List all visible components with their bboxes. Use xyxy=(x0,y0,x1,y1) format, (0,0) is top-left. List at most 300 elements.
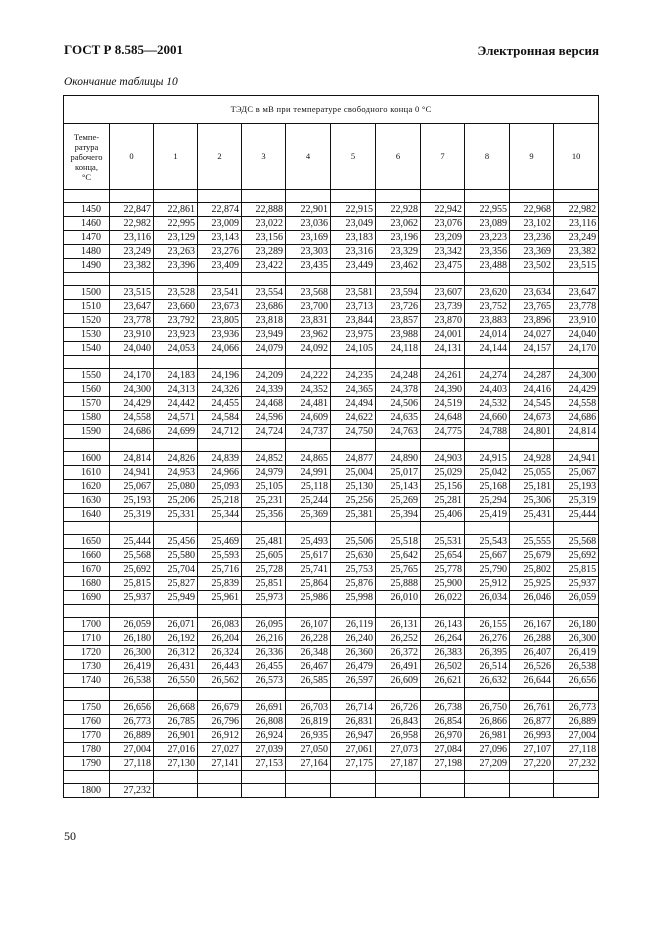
empty-cell xyxy=(421,522,465,535)
emf-value-cell: 26,107 xyxy=(286,618,331,632)
emf-value-cell: 22,942 xyxy=(421,203,465,217)
emf-value-cell: 25,394 xyxy=(376,508,421,522)
emf-value-cell: 26,668 xyxy=(154,701,198,715)
empty-cell xyxy=(376,605,421,618)
empty-cell xyxy=(376,522,421,535)
emf-value-cell: 23,409 xyxy=(198,259,242,273)
emf-value-cell: 24,040 xyxy=(110,342,154,356)
table-row xyxy=(64,300,599,314)
empty-cell xyxy=(154,605,198,618)
emf-value-cell: 25,642 xyxy=(376,549,421,563)
group-separator-row xyxy=(64,522,599,535)
emf-value-cell: 25,143 xyxy=(376,480,421,494)
emf-value-cell: 24,416 xyxy=(510,383,554,397)
table-row xyxy=(64,660,599,674)
emf-value-cell: 27,039 xyxy=(242,743,286,757)
emf-value-cell: 23,594 xyxy=(376,286,421,300)
emf-value-cell: 25,912 xyxy=(465,577,510,591)
emf-value-cell: 26,738 xyxy=(421,701,465,715)
empty-cell xyxy=(331,522,376,535)
emf-value-cell: 26,585 xyxy=(286,674,331,688)
emf-value-cell: 24,532 xyxy=(465,397,510,411)
emf-value-cell: 26,046 xyxy=(510,591,554,605)
emf-value-cell: 24,040 xyxy=(554,328,599,342)
table-row xyxy=(64,494,599,508)
emf-value-cell: 25,876 xyxy=(331,577,376,591)
emf-value-cell: 23,896 xyxy=(510,314,554,328)
temperature-cell: 1780 xyxy=(64,743,110,757)
empty-cell xyxy=(286,605,331,618)
group-separator-row xyxy=(64,605,599,618)
emf-value-cell: 26,935 xyxy=(286,729,331,743)
emf-value-cell: 25,469 xyxy=(198,535,242,549)
emf-value-cell: 24,183 xyxy=(154,369,198,383)
emf-value-cell: 25,728 xyxy=(242,563,286,577)
emf-value-cell: 25,281 xyxy=(421,494,465,508)
emf-value-cell: 23,356 xyxy=(465,245,510,259)
emf-value-cell: 23,076 xyxy=(421,217,465,231)
empty-cell xyxy=(64,771,110,784)
emf-value-cell: 24,170 xyxy=(110,369,154,383)
emf-value-cell: 25,531 xyxy=(421,535,465,549)
emf-value-cell: 25,431 xyxy=(510,508,554,522)
table-row xyxy=(64,259,599,273)
emf-value-cell: 23,156 xyxy=(242,231,286,245)
emf-value-cell: 24,991 xyxy=(286,466,331,480)
table-row xyxy=(64,674,599,688)
emf-value-cell xyxy=(286,784,331,798)
emf-value-cell: 22,915 xyxy=(331,203,376,217)
empty-cell xyxy=(198,190,242,203)
table-row xyxy=(64,342,599,356)
emf-value-cell: 24,839 xyxy=(198,452,242,466)
table-row xyxy=(64,535,599,549)
emf-value-cell: 27,209 xyxy=(465,757,510,771)
empty-cell xyxy=(286,522,331,535)
emf-value-cell: 23,169 xyxy=(286,231,331,245)
empty-cell xyxy=(376,771,421,784)
emf-value-cell: 23,062 xyxy=(376,217,421,231)
emf-value-cell: 23,329 xyxy=(376,245,421,259)
emf-value-cell: 26,252 xyxy=(376,632,421,646)
emf-value-cell: 24,506 xyxy=(376,397,421,411)
table-row xyxy=(64,369,599,383)
table-row xyxy=(64,549,599,563)
empty-cell xyxy=(465,439,510,452)
emf-value-cell: 25,654 xyxy=(421,549,465,563)
emf-value-cell: 26,656 xyxy=(554,674,599,688)
temperature-cell: 1650 xyxy=(64,535,110,549)
emf-value-cell: 26,407 xyxy=(510,646,554,660)
emf-value-cell: 23,303 xyxy=(286,245,331,259)
emf-value-cell: 24,558 xyxy=(110,411,154,425)
emf-value-cell: 25,741 xyxy=(286,563,331,577)
emf-value-cell: 25,231 xyxy=(242,494,286,508)
emf-value-cell: 23,805 xyxy=(198,314,242,328)
table-row xyxy=(64,563,599,577)
temperature-cell: 1580 xyxy=(64,411,110,425)
group-separator-row xyxy=(64,688,599,701)
temperature-cell: 1460 xyxy=(64,217,110,231)
temperature-cell: 1590 xyxy=(64,425,110,439)
emf-value-cell: 25,937 xyxy=(554,577,599,591)
temperature-cell: 1620 xyxy=(64,480,110,494)
table-row xyxy=(64,466,599,480)
table-row xyxy=(64,508,599,522)
emf-value-cell: 25,667 xyxy=(465,549,510,563)
emf-value-cell: 26,479 xyxy=(331,660,376,674)
column-header: 5 xyxy=(331,124,376,190)
emf-value-cell: 26,336 xyxy=(242,646,286,660)
emf-value-cell: 23,089 xyxy=(465,217,510,231)
emf-value-cell: 24,737 xyxy=(286,425,331,439)
emf-value-cell: 26,550 xyxy=(154,674,198,688)
emf-value-cell: 25,080 xyxy=(154,480,198,494)
emf-value-cell: 22,982 xyxy=(554,203,599,217)
empty-cell xyxy=(331,190,376,203)
empty-cell xyxy=(242,273,286,286)
group-separator-row xyxy=(64,273,599,286)
emf-value-cell: 27,061 xyxy=(331,743,376,757)
table-row xyxy=(64,231,599,245)
emf-value-cell: 24,609 xyxy=(286,411,331,425)
empty-cell xyxy=(242,688,286,701)
emf-value-cell: 27,050 xyxy=(286,743,331,757)
emf-value-cell: 25,406 xyxy=(421,508,465,522)
emf-value-cell: 23,209 xyxy=(421,231,465,245)
empty-cell xyxy=(64,273,110,286)
emf-value-cell: 26,785 xyxy=(154,715,198,729)
empty-cell xyxy=(110,273,154,286)
edition-label: Электронная версия xyxy=(477,43,599,58)
empty-cell xyxy=(421,190,465,203)
emf-value-cell: 24,928 xyxy=(510,452,554,466)
emf-value-cell: 23,036 xyxy=(286,217,331,231)
column-header: 10 xyxy=(554,124,599,190)
emf-value-cell: 27,198 xyxy=(421,757,465,771)
empty-cell xyxy=(421,356,465,369)
emf-value-cell: 26,383 xyxy=(421,646,465,660)
emf-value-cell: 25,017 xyxy=(376,466,421,480)
temperature-cell: 1800 xyxy=(64,784,110,798)
emf-value-cell: 26,240 xyxy=(331,632,376,646)
empty-cell xyxy=(421,273,465,286)
emf-value-cell: 25,319 xyxy=(554,494,599,508)
emf-value-cell: 25,986 xyxy=(286,591,331,605)
empty-cell xyxy=(198,356,242,369)
emf-value-cell: 25,444 xyxy=(554,508,599,522)
emf-value-cell: 25,704 xyxy=(154,563,198,577)
emf-value-cell: 24,131 xyxy=(421,342,465,356)
emf-value-cell: 22,928 xyxy=(376,203,421,217)
empty-cell xyxy=(554,522,599,535)
emf-value-cell: 23,818 xyxy=(242,314,286,328)
emf-value-cell: 26,514 xyxy=(465,660,510,674)
table-row xyxy=(64,632,599,646)
emf-value-cell: 27,118 xyxy=(110,757,154,771)
table-row xyxy=(64,425,599,439)
emf-value-cell: 25,864 xyxy=(286,577,331,591)
empty-cell xyxy=(110,439,154,452)
emf-value-cell: 24,209 xyxy=(242,369,286,383)
emf-value-cell: 23,673 xyxy=(198,300,242,314)
emf-value-cell xyxy=(154,784,198,798)
emf-value-cell: 27,073 xyxy=(376,743,421,757)
table-row xyxy=(64,646,599,660)
emf-value-cell: 27,232 xyxy=(554,757,599,771)
emf-value-cell: 26,714 xyxy=(331,701,376,715)
emf-value-cell: 26,970 xyxy=(421,729,465,743)
empty-cell xyxy=(154,356,198,369)
emf-value-cell: 24,274 xyxy=(465,369,510,383)
emf-value-cell: 23,568 xyxy=(286,286,331,300)
emf-value-cell: 24,801 xyxy=(510,425,554,439)
emf-value-cell: 26,131 xyxy=(376,618,421,632)
emf-value-cell: 25,294 xyxy=(465,494,510,508)
emf-value-cell: 25,568 xyxy=(554,535,599,549)
emf-value-cell: 25,900 xyxy=(421,577,465,591)
emf-value-cell: 26,419 xyxy=(110,660,154,674)
emf-value-cell: 26,167 xyxy=(510,618,554,632)
emf-value-cell: 25,692 xyxy=(110,563,154,577)
emf-value-cell: 25,493 xyxy=(286,535,331,549)
emf-value-cell: 27,096 xyxy=(465,743,510,757)
table-row xyxy=(64,715,599,729)
empty-cell xyxy=(465,688,510,701)
emf-value-cell: 25,765 xyxy=(376,563,421,577)
emf-value-cell: 24,352 xyxy=(286,383,331,397)
emf-value-cell: 24,105 xyxy=(331,342,376,356)
emf-value-cell: 23,196 xyxy=(376,231,421,245)
emf-value-cell: 25,949 xyxy=(154,591,198,605)
emf-value-cell: 26,083 xyxy=(198,618,242,632)
emf-value-cell xyxy=(510,784,554,798)
group-separator-row xyxy=(64,190,599,203)
empty-cell xyxy=(110,688,154,701)
emf-value-cell: 23,102 xyxy=(510,217,554,231)
emf-value-cell: 26,228 xyxy=(286,632,331,646)
emf-value-cell: 25,029 xyxy=(421,466,465,480)
emf-value-cell: 23,607 xyxy=(421,286,465,300)
emf-value-cell: 23,342 xyxy=(421,245,465,259)
emf-value-cell: 24,877 xyxy=(331,452,376,466)
emf-value-cell xyxy=(465,784,510,798)
empty-cell xyxy=(198,688,242,701)
emf-value-cell: 24,826 xyxy=(154,452,198,466)
emf-value-cell: 24,481 xyxy=(286,397,331,411)
emf-value-cell: 24,622 xyxy=(331,411,376,425)
emf-value-cell: 24,001 xyxy=(421,328,465,342)
empty-cell xyxy=(465,356,510,369)
empty-cell xyxy=(421,688,465,701)
emf-value-cell: 25,961 xyxy=(198,591,242,605)
emf-value-cell: 23,923 xyxy=(154,328,198,342)
emf-value-cell: 26,562 xyxy=(198,674,242,688)
emf-value-cell: 26,071 xyxy=(154,618,198,632)
emf-value-cell: 22,982 xyxy=(110,217,154,231)
emf-value-cell: 23,435 xyxy=(286,259,331,273)
emf-value-cell: 26,831 xyxy=(331,715,376,729)
emf-value-cell: 26,192 xyxy=(154,632,198,646)
emf-value-cell xyxy=(421,784,465,798)
empty-cell xyxy=(64,356,110,369)
emf-value-cell: 22,968 xyxy=(510,203,554,217)
empty-cell xyxy=(198,273,242,286)
empty-cell xyxy=(64,605,110,618)
emf-value-cell: 24,635 xyxy=(376,411,421,425)
emf-value-cell: 22,874 xyxy=(198,203,242,217)
empty-cell xyxy=(64,439,110,452)
emf-value-cell: 26,419 xyxy=(554,646,599,660)
emf-value-cell: 23,515 xyxy=(110,286,154,300)
emf-value-cell: 25,168 xyxy=(465,480,510,494)
empty-cell xyxy=(286,439,331,452)
emf-value-cell: 25,004 xyxy=(331,466,376,480)
empty-cell xyxy=(110,356,154,369)
temperature-cell: 1710 xyxy=(64,632,110,646)
empty-cell xyxy=(465,771,510,784)
emf-value-cell: 25,827 xyxy=(154,577,198,591)
empty-cell xyxy=(286,688,331,701)
emf-value-cell: 23,263 xyxy=(154,245,198,259)
emf-value-cell: 24,468 xyxy=(242,397,286,411)
emf-value-cell: 24,079 xyxy=(242,342,286,356)
emf-value-cell: 25,481 xyxy=(242,535,286,549)
emf-value-cell: 23,382 xyxy=(110,259,154,273)
emf-value-cell xyxy=(242,784,286,798)
emf-value-cell: 26,395 xyxy=(465,646,510,660)
emf-value-cell: 26,010 xyxy=(376,591,421,605)
emf-value-cell: 24,442 xyxy=(154,397,198,411)
emf-value-cell: 26,491 xyxy=(376,660,421,674)
empty-cell xyxy=(376,688,421,701)
emf-value-cell: 22,861 xyxy=(154,203,198,217)
emf-value-cell: 24,429 xyxy=(554,383,599,397)
emf-value-cell: 22,995 xyxy=(154,217,198,231)
emf-value-cell: 26,843 xyxy=(376,715,421,729)
empty-cell xyxy=(154,439,198,452)
temperature-cell: 1490 xyxy=(64,259,110,273)
emf-value-cell: 24,313 xyxy=(154,383,198,397)
emf-value-cell: 23,183 xyxy=(331,231,376,245)
temperature-cell: 1530 xyxy=(64,328,110,342)
emf-value-cell: 23,910 xyxy=(110,328,154,342)
emf-value-cell: 26,947 xyxy=(331,729,376,743)
emf-value-cell: 24,865 xyxy=(286,452,331,466)
emf-value-cell: 23,116 xyxy=(554,217,599,231)
emf-value-cell: 25,580 xyxy=(154,549,198,563)
empty-cell xyxy=(331,273,376,286)
empty-cell xyxy=(242,771,286,784)
emf-value-cell: 26,095 xyxy=(242,618,286,632)
emf-value-cell: 25,067 xyxy=(110,480,154,494)
emf-value-cell: 26,750 xyxy=(465,701,510,715)
emf-value-cell: 26,597 xyxy=(331,674,376,688)
emf-value-cell: 23,883 xyxy=(465,314,510,328)
emf-value-cell: 23,778 xyxy=(554,300,599,314)
emf-value-cell: 26,180 xyxy=(110,632,154,646)
empty-cell xyxy=(110,190,154,203)
emf-value-cell: 26,180 xyxy=(554,618,599,632)
empty-cell xyxy=(64,522,110,535)
table-caption: Окончание таблицы 10 xyxy=(64,76,178,88)
column-header: 9 xyxy=(510,124,554,190)
emf-value-cell: 26,276 xyxy=(465,632,510,646)
emf-value-cell: 26,059 xyxy=(554,591,599,605)
emf-value-cell: 23,700 xyxy=(286,300,331,314)
emf-value-cell: 26,889 xyxy=(110,729,154,743)
column-header: 3 xyxy=(242,124,286,190)
empty-cell xyxy=(286,356,331,369)
empty-cell xyxy=(554,190,599,203)
emf-value-cell: 24,144 xyxy=(465,342,510,356)
temperature-cell: 1560 xyxy=(64,383,110,397)
emf-value-cell: 27,187 xyxy=(376,757,421,771)
emf-value-cell: 24,326 xyxy=(198,383,242,397)
temperature-cell: 1690 xyxy=(64,591,110,605)
emf-value-cell: 23,647 xyxy=(554,286,599,300)
emf-value-cell: 25,118 xyxy=(286,480,331,494)
emf-value-cell: 24,365 xyxy=(331,383,376,397)
temperature-cell: 1630 xyxy=(64,494,110,508)
emf-value-cell: 26,372 xyxy=(376,646,421,660)
emf-value-cell: 27,118 xyxy=(554,743,599,757)
emf-value-cell: 25,055 xyxy=(510,466,554,480)
emf-value-cell: 25,973 xyxy=(242,591,286,605)
empty-cell xyxy=(554,273,599,286)
emf-value-cell: 23,581 xyxy=(331,286,376,300)
emf-value-cell: 25,369 xyxy=(286,508,331,522)
emf-value-cell: 25,802 xyxy=(510,563,554,577)
emf-value-cell: 24,966 xyxy=(198,466,242,480)
temperature-cell: 1550 xyxy=(64,369,110,383)
group-separator-row xyxy=(64,356,599,369)
empty-cell xyxy=(510,522,554,535)
emf-value-cell: 23,647 xyxy=(110,300,154,314)
emf-value-cell xyxy=(331,784,376,798)
emf-value-cell: 24,403 xyxy=(465,383,510,397)
empty-cell xyxy=(154,273,198,286)
temperature-cell: 1540 xyxy=(64,342,110,356)
emf-value-cell: 25,456 xyxy=(154,535,198,549)
temperature-cell: 1510 xyxy=(64,300,110,314)
temperature-cell: 1500 xyxy=(64,286,110,300)
empty-cell xyxy=(421,771,465,784)
emf-value-cell: 24,118 xyxy=(376,342,421,356)
emf-value-cell: 23,620 xyxy=(465,286,510,300)
temperature-cell: 1680 xyxy=(64,577,110,591)
emf-value-cell: 23,143 xyxy=(198,231,242,245)
empty-cell xyxy=(554,688,599,701)
empty-cell xyxy=(242,522,286,535)
emf-value-cell: 23,752 xyxy=(465,300,510,314)
emf-value-cell: 26,467 xyxy=(286,660,331,674)
table-row xyxy=(64,411,599,425)
emf-value-cell: 24,953 xyxy=(154,466,198,480)
emf-value-cell: 26,819 xyxy=(286,715,331,729)
empty-cell xyxy=(554,356,599,369)
emf-value-cell: 27,141 xyxy=(198,757,242,771)
empty-cell xyxy=(154,771,198,784)
emf-value-cell: 26,538 xyxy=(110,674,154,688)
emf-value-cell: 24,660 xyxy=(465,411,510,425)
emf-value-cell: 24,596 xyxy=(242,411,286,425)
emf-value-cell: 23,422 xyxy=(242,259,286,273)
emf-value-cell: 23,129 xyxy=(154,231,198,245)
emf-value-cell: 24,724 xyxy=(242,425,286,439)
emf-value-cell: 25,937 xyxy=(110,591,154,605)
empty-cell xyxy=(331,605,376,618)
